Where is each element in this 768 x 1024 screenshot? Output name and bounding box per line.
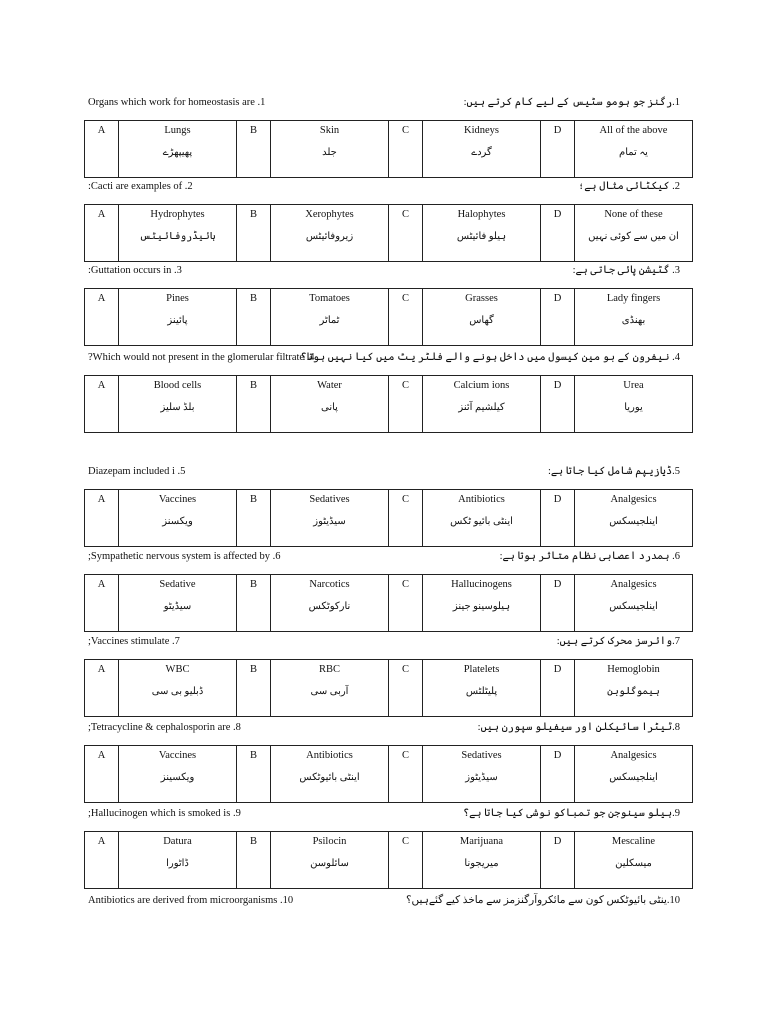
option-english: Hydrophytes (150, 209, 205, 220)
option-urdu: میسکلین (615, 858, 652, 869)
option-english: Analgesics (610, 750, 657, 761)
question-english: ;Tetracycline & cephalosporin are .8 (88, 722, 241, 733)
option-english: Antibiotics (458, 494, 505, 505)
option-letter: B (237, 121, 271, 178)
option-answer[interactable] (423, 490, 541, 547)
option-english: Platelets (463, 664, 500, 675)
option-answer[interactable] (119, 832, 237, 889)
option-urdu: سیڈیٹوز (313, 516, 346, 527)
options-table (84, 204, 693, 262)
question-urdu: 10.ینٹی بائیوٹکس کون سے مائکروآرگنزمز سے ماخذ کیے گئےہیں؟ (405, 895, 680, 906)
option-english: All of the above (599, 125, 668, 136)
question-urdu: 2. کیکٹائی مثال ہے؛ (578, 181, 680, 192)
option-letter: C (389, 575, 423, 632)
option-urdu: ہیلو فائیٹس (456, 231, 507, 242)
option-english: Water (317, 380, 342, 391)
option-english: Psilocin (312, 836, 347, 847)
option-urdu: گھاس (469, 315, 494, 326)
option-urdu: پائینز (167, 315, 188, 326)
option-english: Sedatives (309, 494, 350, 505)
option-english: Narcotics (309, 579, 350, 590)
options-table (84, 489, 693, 547)
option-answer[interactable] (575, 289, 693, 346)
option-answer[interactable] (271, 289, 389, 346)
option-english: Marijuana (459, 836, 504, 847)
option-answer[interactable] (119, 121, 237, 178)
question-english: Antibiotics are derived from microorganisms .10 (88, 895, 294, 906)
option-letter: D (541, 121, 575, 178)
option-urdu: زیروفائیٹس (305, 231, 354, 242)
option-letter: C (389, 490, 423, 547)
options-row (85, 490, 693, 547)
option-urdu: ہیلوسینو جینز (452, 601, 511, 612)
option-letter: D (541, 205, 575, 262)
option-english: Hallucinogens (451, 579, 512, 590)
option-answer[interactable] (423, 575, 541, 632)
option-letter: D (541, 490, 575, 547)
option-answer[interactable] (575, 121, 693, 178)
options-table (84, 288, 693, 346)
question-text (84, 179, 686, 195)
question-urdu: 6. ہمدرد اعصابی نظام متاثر ہوتا ہے: (499, 551, 680, 562)
option-letter: A (85, 832, 119, 889)
option-urdu: ویکسنز (162, 516, 193, 527)
option-english: Mescaline (611, 836, 656, 847)
option-letter: A (85, 490, 119, 547)
option-english: WBC (165, 664, 190, 675)
option-urdu: یوریا (624, 402, 643, 413)
option-letter: B (237, 575, 271, 632)
option-answer[interactable] (119, 575, 237, 632)
option-english: Urea (623, 380, 644, 391)
option-urdu: ہیموگلوبن (607, 686, 660, 697)
question-urdu: 3. گٹیشن پائی جاتی ہے: (572, 265, 680, 276)
option-english: Antibiotics (306, 750, 353, 761)
question-text (84, 720, 686, 736)
option-english: Tomatoes (309, 293, 350, 304)
option-answer[interactable] (119, 289, 237, 346)
option-answer[interactable] (119, 660, 237, 717)
option-urdu: گردے (471, 147, 492, 158)
question-urdu: 7.وائرسز محرک کرتے ہیں: (556, 636, 680, 647)
option-answer[interactable] (575, 205, 693, 262)
question-urdu: 4. نیفرون کے بو مین کیسول میں داخل ہونے والے فلٹر یٹ میں کیا نہیں ہوتا؟ (300, 352, 680, 363)
option-urdu: نارکوٹکس (308, 601, 351, 612)
options-table (84, 831, 693, 889)
option-letter: C (389, 832, 423, 889)
option-letter: D (541, 660, 575, 717)
option-urdu: ویکسینز (160, 772, 195, 783)
option-answer[interactable] (271, 746, 389, 803)
option-english: Lady fingers (606, 293, 661, 304)
question-urdu: 8.ٹیٹرا سائیکلن اور سیفیلو سپورن ہیں: (477, 722, 680, 733)
option-letter: A (85, 376, 119, 433)
options-row (85, 121, 693, 178)
option-english: Vaccines (158, 750, 197, 761)
option-letter: C (389, 746, 423, 803)
option-english: Analgesics (610, 494, 657, 505)
option-urdu: یہ تمام (619, 147, 648, 158)
option-urdu: میریجونا (464, 858, 499, 869)
option-letter: B (237, 205, 271, 262)
option-answer[interactable] (423, 376, 541, 433)
option-english: Sedatives (461, 750, 502, 761)
option-letter: D (541, 832, 575, 889)
option-answer[interactable] (271, 490, 389, 547)
option-answer[interactable] (575, 490, 693, 547)
option-urdu: اینلجیسکس (609, 772, 658, 783)
option-english: Analgesics (610, 579, 657, 590)
option-english: Xerophytes (305, 209, 354, 220)
options-row (85, 376, 693, 433)
option-english: Kidneys (464, 125, 499, 136)
option-urdu: پانی (321, 402, 338, 413)
option-urdu: بھنڈی (621, 315, 646, 326)
options-row (85, 205, 693, 262)
option-urdu: پلیٹلٹس (465, 686, 498, 697)
option-answer[interactable] (423, 746, 541, 803)
options-table (84, 745, 693, 803)
option-letter: B (237, 289, 271, 346)
question-text (84, 634, 686, 650)
option-english: Sedative (159, 579, 196, 590)
option-english: None of these (604, 209, 663, 220)
option-answer[interactable] (575, 832, 693, 889)
option-letter: D (541, 746, 575, 803)
option-answer[interactable] (119, 746, 237, 803)
option-english: Grasses (465, 293, 498, 304)
option-english: Blood cells (153, 380, 202, 391)
option-answer[interactable] (119, 490, 237, 547)
option-answer[interactable] (575, 746, 693, 803)
option-answer[interactable] (423, 832, 541, 889)
options-row (85, 660, 693, 717)
option-urdu: جلد (322, 147, 337, 158)
option-answer[interactable] (575, 660, 693, 717)
option-answer[interactable] (271, 575, 389, 632)
option-letter: A (85, 289, 119, 346)
option-answer[interactable] (423, 205, 541, 262)
option-urdu: بلڈ سلیز (160, 402, 195, 413)
options-table (84, 120, 693, 178)
question-text (84, 893, 686, 909)
options-table (84, 574, 693, 632)
question-english: ;Hallucinogen which is smoked is .9 (88, 808, 241, 819)
option-answer[interactable] (119, 376, 237, 433)
options-row (85, 746, 693, 803)
option-letter: D (541, 575, 575, 632)
question-english: ?Which would not present in the glomerular filtrate .4 (88, 352, 315, 363)
option-letter: A (85, 121, 119, 178)
option-urdu: کیلشیم آئنز (458, 402, 505, 413)
option-letter: A (85, 660, 119, 717)
option-answer[interactable] (119, 205, 237, 262)
question-urdu: 9.ہیلو سینوجن جو تمباکو نوشی کیا جاتا ہے؟ (463, 808, 680, 819)
option-letter: C (389, 376, 423, 433)
option-english: Calcium ions (453, 380, 510, 391)
option-letter: B (237, 746, 271, 803)
question-english: :Cacti are examples of .2 (88, 181, 193, 192)
option-answer[interactable] (271, 660, 389, 717)
question-text (84, 806, 686, 822)
option-english: Datura (163, 836, 192, 847)
option-letter: B (237, 376, 271, 433)
option-letter: A (85, 746, 119, 803)
option-letter: C (389, 660, 423, 717)
option-answer[interactable] (423, 660, 541, 717)
option-english: Halophytes (457, 209, 506, 220)
option-letter: B (237, 660, 271, 717)
option-answer[interactable] (271, 121, 389, 178)
options-table (84, 659, 693, 717)
option-urdu: آربی سی (310, 686, 349, 697)
option-answer[interactable] (423, 289, 541, 346)
options-row (85, 575, 693, 632)
option-english: Skin (319, 125, 340, 136)
question-urdu: 1.رگنز جو ہومو سٹیس کے لیے کام کرتے ہیں: (463, 97, 680, 108)
option-answer[interactable] (271, 376, 389, 433)
option-letter: B (237, 490, 271, 547)
option-urdu: ہائیڈروفائیٹس (139, 231, 216, 242)
option-answer[interactable] (575, 376, 693, 433)
option-letter: A (85, 205, 119, 262)
option-english: RBC (318, 664, 340, 675)
option-english: Vaccines (158, 494, 197, 505)
options-row (85, 289, 693, 346)
option-letter: D (541, 376, 575, 433)
option-urdu: اینٹی بائیو ٹکس (450, 516, 513, 527)
question-text (84, 464, 686, 480)
question-english: :Guttation occurs in .3 (88, 265, 182, 276)
question-english: ;Sympathetic nervous system is affected by .6 (88, 551, 281, 562)
option-letter: D (541, 289, 575, 346)
option-urdu: ڈاٹورا (166, 858, 189, 869)
question-text (84, 263, 686, 279)
option-urdu: پھیپھڑے (162, 147, 193, 158)
options-row (85, 832, 693, 889)
question-english: Organs which work for homeostasis are .1 (88, 97, 266, 108)
option-urdu: اینلجیسکس (609, 601, 658, 612)
options-table (84, 375, 693, 433)
option-urdu: ڈبلیو بی سی (151, 686, 204, 697)
option-letter: C (389, 121, 423, 178)
option-urdu: سیڈیٹوز (465, 772, 498, 783)
option-letter: C (389, 289, 423, 346)
option-urdu: سیڈیٹو (163, 601, 192, 612)
question-urdu: 5.ڈیازیپم شامل کیا جاتا ہے: (547, 466, 680, 477)
option-urdu: سائلوسن (310, 858, 349, 869)
question-english: Diazepam included i .5 (88, 466, 186, 477)
question-text (84, 549, 686, 565)
option-english: Hemoglobin (607, 664, 660, 675)
question-text (84, 95, 686, 111)
option-letter: C (389, 205, 423, 262)
option-answer[interactable] (575, 575, 693, 632)
option-urdu: ان میں سے کوئی نہیں (588, 231, 679, 242)
question-english: ;Vaccines stimulate .7 (88, 636, 180, 647)
option-answer[interactable] (271, 205, 389, 262)
option-english: Pines (166, 293, 189, 304)
option-english: Lungs (164, 125, 191, 136)
option-urdu: اینلجیسکس (609, 516, 658, 527)
option-urdu: ٹماٹر (319, 315, 340, 326)
option-answer[interactable] (423, 121, 541, 178)
option-answer[interactable] (271, 832, 389, 889)
option-urdu: اینٹی بائیوٹکس (299, 772, 360, 783)
question-text (84, 350, 686, 366)
option-letter: A (85, 575, 119, 632)
option-letter: B (237, 832, 271, 889)
